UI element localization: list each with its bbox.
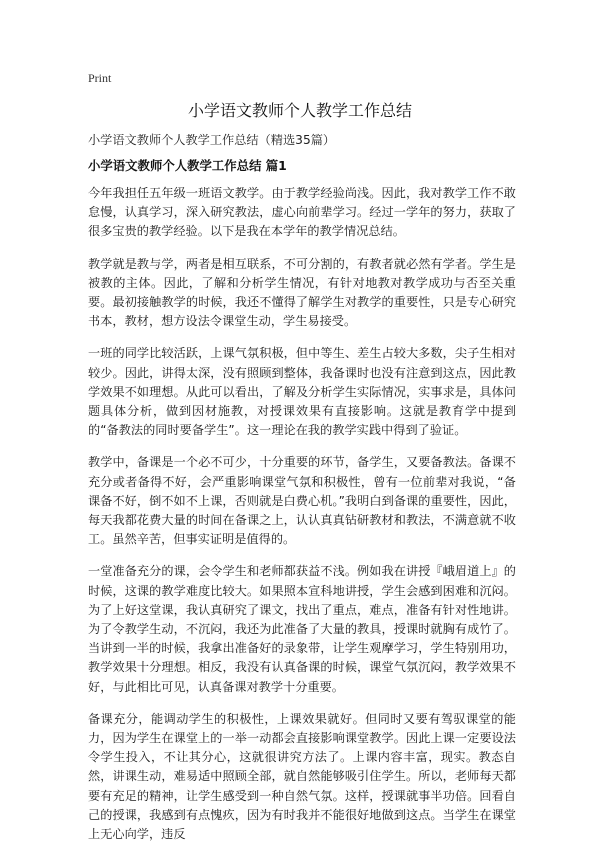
paragraph-4: 教学中，备课是一个必不可少，十分重要的环节，备学生，又要备教法。备课不充分或者备得不好，会严重影响课堂气氛和积极性，曾有一位前辈对我说，“备课备不好，倒不如不上课，否则就是白费心机。”我明白到备课的重要性，因此，每天我都花费大量的时间在备课之上，认认真真钻研教材和教法，不满意就不收工。虽然辛苦，但事实证明是值得的。 bbox=[88, 455, 516, 547]
article-body bbox=[88, 184, 516, 857]
document-subtitle: 小学语文教师个人教学工作总结（精选35篇） bbox=[88, 133, 336, 147]
paragraph-2: 教学就是教与学，两者是相互联系，不可分割的，有教者就必然有学者。学生是被教的主体。因此，了解和分析学生情况，有针对地教对教学成功与否至关重要。最初接触教学的时候，我还不懂得了解学生对教学的重要性，只是专心研究书本，教材，想方设法令课堂生动，学生易接受。 bbox=[88, 256, 516, 329]
paragraph-5: 一堂准备充分的课，会令学生和老师都获益不浅。例如我在讲授『峨眉道上』的时候，这课的教学难度比较大。如果照本宣科地讲授，学生会感到困难和沉闷。为了上好这堂课，我认真研究了课文，找出了重点，难点，准备有针对性地讲。为了令教学生动，不沉闷，我还为此准备了大量的教具，授课时就胸有成竹了。当讲到一半的时候，我拿出准备好的录象带，让学生观摩学习，学生特别用功，教学效果十分理想。相反，我没有认真备课的时候，课堂气氛沉闷，教学效果不好，与此相比可见，认真备课对教学十分重要。 bbox=[88, 564, 516, 694]
paragraph-1: 今年我担任五年级一班语文教学。由于教学经验尚浅。因此，我对教学工作不敢怠慢，认真学习，深入研究教法，虚心向前辈学习。经过一学年的努力，获取了很多宝贵的教学经验。以下是我在本学年的教学情况总结。 bbox=[88, 186, 516, 239]
paragraph-3: 一班的同学比较活跃，上课气氛积极，但中等生、差生占较大多数，尖子生相对较少。因此，讲得太深，没有照顾到整体，我备课时也没有注意到这点，因此教学效果不如理想。从此可以看出，了解及分析学生实际情况，实事求是，具体问题具体分析，做到因材施教，对授课效果有直接影响。这就是教育学中提到的“备教法的同时要备学生”。这一理论在我的教学实践中得到了验证。 bbox=[88, 346, 516, 438]
document-title: 小学语文教师个人教学工作总结 bbox=[187, 101, 412, 120]
section-heading: 小学语文教师个人教学工作总结 篇1 bbox=[88, 158, 287, 173]
paragraph-6: 备课充分，能调动学生的积极性，上课效果就好。但同时又要有驾驭课堂的能力，因为学生在课堂上的一举一动都会直接影响课堂教学。因此上课一定要设法令学生投入，不让其分心，这就很讲究方法了。上课内容丰富，现实。教态自然，讲课生动，难易适中照顾全部，就自然能够吸引住学生。所以，老师每天都要有充足的精神，让学生感受到一种自然气氛。这样，授课就事半功倍。回看自己的授课，我感到有点愧疚，因为有时我并不能很好地做到这点。当学生在课堂上无心向学，违反 bbox=[88, 711, 516, 842]
print-link[interactable]: Print bbox=[88, 71, 112, 85]
